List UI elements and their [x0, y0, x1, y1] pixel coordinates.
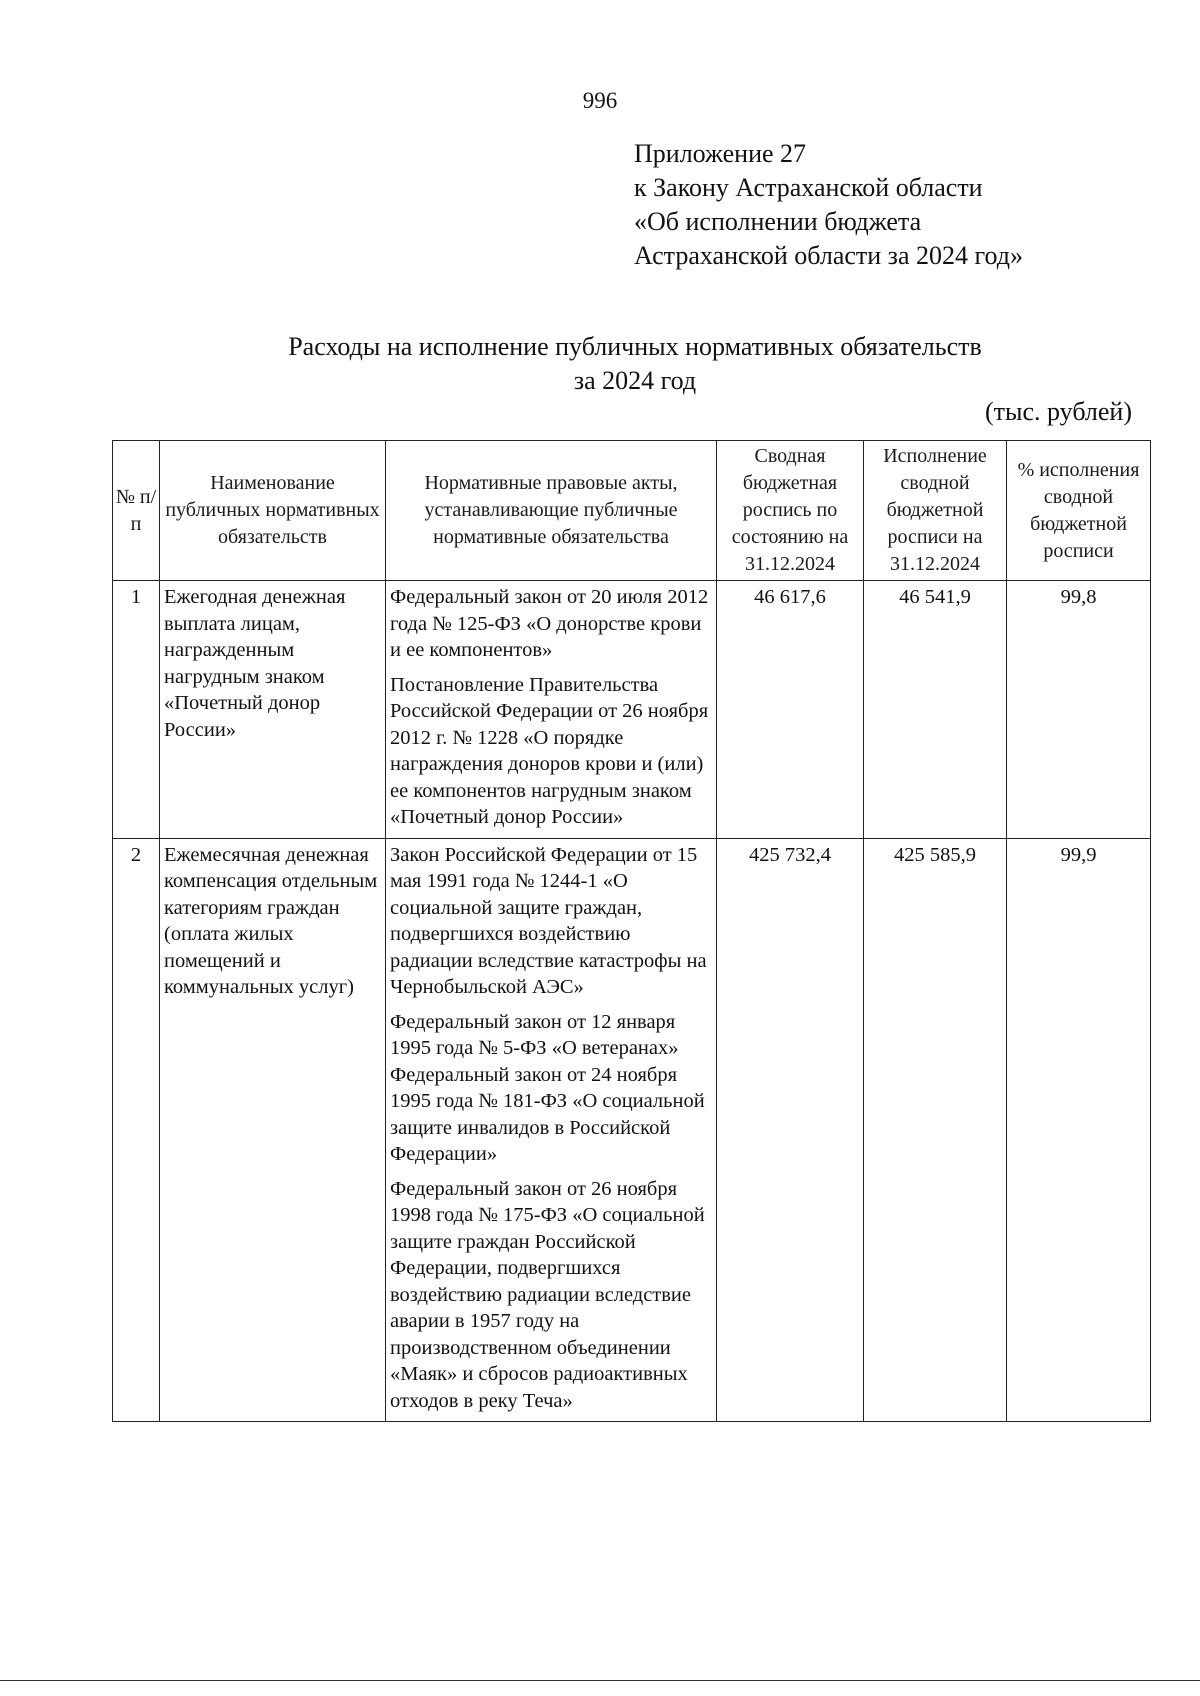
- legal-act: Федеральный закон от 26 ноября 1998 года № 175-ФЗ «О социальной защите граждан Российской Федерации, подвергшихся воздействию радиации вследствие аварии в 1957 году на производственном объединении «Маяк» и сбросов радиоактивных отходов в реку Теча»: [390, 1177, 705, 1412]
- table-header-row: [113, 441, 1151, 581]
- header-acts: Нормативные правовые акты, устанавливающие публичные нормативные обязательства: [386, 441, 717, 581]
- row-exec: 425 585,9: [864, 838, 1007, 1422]
- legal-act: Федеральный закон от 20 июля 2012 года № 125-ФЗ «О донорстве крови и ее компонентов»: [390, 586, 709, 661]
- table-row: [113, 581, 1151, 839]
- appendix-line: к Закону Астраханской области: [634, 173, 983, 202]
- appendix-line: Астраханской области за 2024 год»: [634, 241, 1023, 270]
- row-pct: 99,9: [1007, 838, 1151, 1422]
- header-exec: Исполнение сводной бюджетной росписи на 31.12.2024: [864, 441, 1007, 581]
- page-number: 996: [582, 88, 618, 113]
- appendix-line: «Об исполнении бюджета: [634, 207, 922, 236]
- title-line: за 2024 год: [573, 366, 697, 395]
- row-pct: 99,8: [1007, 581, 1151, 839]
- obligations-table: [112, 440, 1151, 1422]
- legal-act: Закон Российской Федерации от 15 мая 1991 года № 1244-1 «О социальной защите граждан, подвергшихся воздействию радиации вследствие катастрофы на Чернобыльской АЭС»: [390, 843, 707, 998]
- row-plan: 46 617,6: [717, 581, 864, 839]
- row-acts: [386, 838, 717, 1422]
- header-pct: % исполнения сводной бюджетной росписи: [1007, 441, 1151, 581]
- header-num: № п/п: [113, 441, 160, 581]
- document-title: [0, 330, 1200, 398]
- row-num: 2: [113, 838, 160, 1422]
- header-name: Наименование публичных нормативных обязательств: [160, 441, 386, 581]
- units-label: (тыс. рублей): [984, 397, 1132, 426]
- row-num: 1: [113, 581, 160, 839]
- page-bottom-divider: [0, 1680, 1200, 1681]
- legal-act: Федеральный закон от 12 января 1995 года № 5-ФЗ «О ветеранах» Федеральный закон от 24 ноября 1995 года № 181-ФЗ «О социальной защите инвалидов в Российской Федерации»: [390, 1010, 705, 1165]
- header-plan: Сводная бюджетная роспись по состоянию на 31.12.2024: [717, 441, 864, 581]
- row-exec: 46 541,9: [864, 581, 1007, 839]
- row-name: Ежегодная денежная выплата лицам, награжденным нагрудным знаком «Почетный донор России»: [160, 581, 386, 839]
- table-row: [113, 838, 1151, 1422]
- appendix-line: Приложение 27: [634, 139, 807, 168]
- row-acts: [386, 581, 717, 839]
- legal-act: Постановление Правительства Российской Федерации от 26 ноября 2012 г. № 1228 «О порядке награждения доноров крови и (или) ее компонентов нагрудным знаком «Почетный донор России»: [390, 673, 709, 828]
- row-plan: 425 732,4: [717, 838, 864, 1422]
- appendix-block: [634, 137, 1023, 273]
- row-name: Ежемесячная денежная компенсация отдельным категориям граждан (оплата жилых помещений и коммунальных услуг): [160, 838, 386, 1422]
- title-line: Расходы на исполнение публичных нормативных обязательств: [288, 332, 982, 361]
